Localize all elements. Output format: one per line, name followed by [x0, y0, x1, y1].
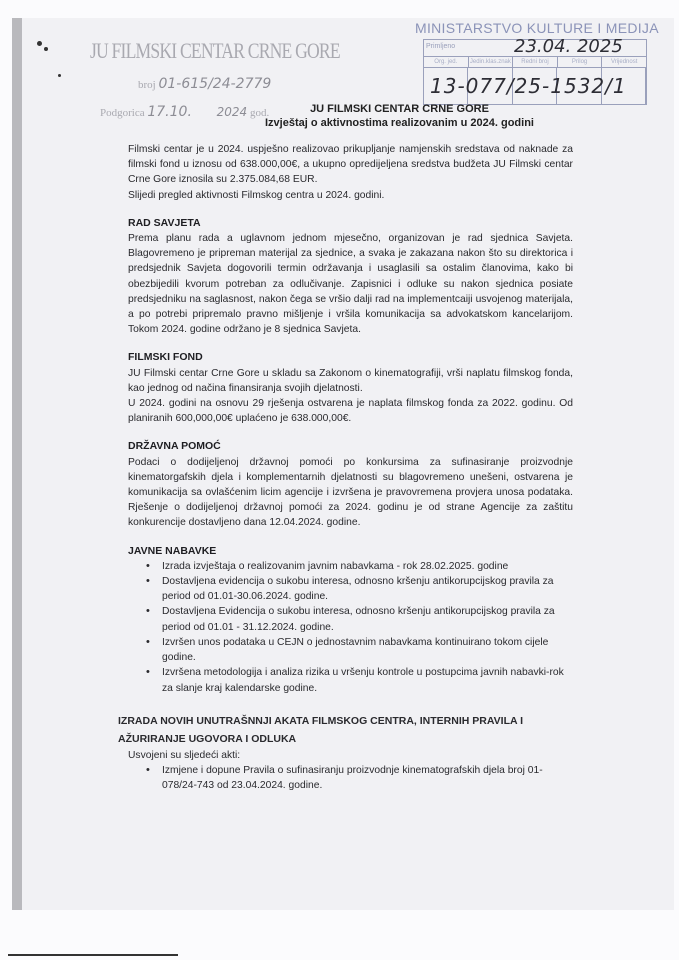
organization-stamp — [90, 38, 402, 120]
handwritten-reference: 01-615/24-2779 — [158, 76, 272, 92]
document-organization: JU FILMSKI CENTAR CRNE GORE — [310, 103, 489, 115]
handwritten-date: 17.10. — [147, 104, 192, 120]
section-heading-filmski-fond: FILMSKI FOND — [128, 351, 203, 364]
list-item: • Izvršen unos podataka u CEJN o jednostavnim nabavkama kontinuirano tokom cijele godine. — [154, 635, 573, 665]
list-item: • Dostavljena evidencija o sukobu interesa, odnosno kršenju antikorupcijskog pravila za period od 01.01-30.06.2024. godine. — [154, 574, 573, 604]
handwritten-year: 2024 — [216, 105, 248, 119]
scan-edge-line — [8, 954, 178, 956]
scan-speck — [44, 47, 48, 51]
bullet-list — [128, 559, 573, 696]
list-item: • Izrada izvještaja o realizovanim javnim nabavkama - rok 28.02.2025. godine — [154, 559, 573, 574]
stamp-reference-number: broj 01-615/24-2779 — [138, 76, 272, 92]
ministry-name: MINISTARSTVO KULTURE I MEDIJA — [415, 20, 659, 36]
scan-speck — [37, 41, 42, 46]
received-label: Primljeno — [426, 43, 456, 50]
stamp-grid — [423, 36, 647, 105]
section-heading-internal-acts-line2: AŽURIRANJE UGOVORA I ODLUKA — [118, 732, 297, 745]
section-intro: Usvojeni su sljedeći akti: — [128, 749, 241, 761]
section-heading-drzavna-pomoc: DRŽAVNA POMOĆ — [128, 440, 221, 453]
document-body — [118, 142, 573, 793]
section-heading-internal-acts-line1: IZRADA NOVIH UNUTRAŠNNJI AKATA FILMSKOG CENTRA, INTERNIH PRAVILA I — [118, 714, 524, 727]
stamp-column-headers: Org. jed. Jedin.klas.znak Redni broj Prilog Vrijednost — [424, 57, 646, 68]
ministry-receipt-stamp — [415, 20, 659, 98]
ministry-reference-number: 13-077/25-1532/1 — [430, 74, 627, 98]
section-heading-javne-nabavke: JAVNE NABAVKE — [128, 544, 217, 557]
intro-overview: Slijedi pregled aktivnosti Filmskog centra u 2024. godini. — [128, 189, 385, 201]
list-item: • Izmjene i dopune Pravila o sufinasiranju proizvodnje kinematografskih djela broj 01-078/24-743 od 23.04.2024. godine. — [154, 763, 573, 793]
document-title: Izvještaj o aktivnostima realizovanim u 2024. godini — [265, 117, 534, 129]
bullet-list — [128, 763, 573, 793]
scan-edge-band — [12, 18, 22, 910]
list-item: • Izvršena metodologija i analiza rizika u vršenju kontrole u postupcima javnih nabavki-rok za slanje kraj kalendarske godine. — [154, 665, 573, 695]
section-paragraph: Prema planu rada a uglavnom jednom mjesečno, organizovan je rad sjednica Savjeta. Blagovremeno je pripreman materijal za sjednice, a svaka je zakazana nakon što su direktorica i predsjednik Savjeta dogovorili termin održavanja i usaglasili sa ostalim članovima, kako bi obezbijedili kvorum potreban za odlučivanje. Zapisnici i odluke su nakon sjednica posiate predsjedniku na saglasnost, nakon čega se vršio dalji rad na implementcaiji usvojenog materijala, a po potrebi pripremalo pravno mišljenje i vršila komunikacija sa advokatskom kancelarijom. Tokom 2024. godine održano je 8 sjednica Savjeta. — [128, 233, 573, 336]
section-paragraph: Podaci o dodijeljenoj državnoj pomoći po konkursima za sufinasiranje proizvodnje kinematorgafskih djela i komplementarnih djelatnosti su blagovremeno unešeni, ostvarena je komunikacija sa ovlašćenim licim agencije i izvršena je pravovremena provjera unosa podataka. Rješenje o dodijeljenoj državnoj pomoći za 2024. godinu je od strane Agencije za zaštitu konkurencije dostavljeno dana 12.04.2024. godine. — [128, 456, 573, 529]
intro-paragraph: Filmski centar je u 2024. uspješno realizovao prikupljanje namjenskih sredstava od naknade za filmski fond u iznosu od 638.000,00€, a ukupno opredijeljena sredstva budžeta JU Filmski centar Crne Gore iznosila su 2.375.084,68 EUR. — [128, 144, 573, 186]
stamp-organization-name: JU FILMSKI CENTAR CRNE GORE — [90, 38, 340, 63]
received-date: 23.04. 2025 — [514, 36, 623, 57]
stamp-date: Podgorica 17.10. 2024 god. — [100, 104, 270, 120]
list-item: • Dostavljena Evidencija o sukobu interesa, odnosno kršenju antikorupcijskog pravila za period od 01.01 - 31.12.2024. godine. — [154, 604, 573, 634]
section-paragraph: U 2024. godini na osnovu 29 rješenja ostvarena je naplata filmskog fonda za 2022. godinu. Od planiranih 600,000,00€ uplaćeno je 638.000,00€. — [128, 398, 573, 425]
section-heading-rad-savjeta: RAD SAVJETA — [128, 216, 201, 229]
section-paragraph: JU Filmski centar Crne Gore u skladu sa Zakonom o kinematografiji, vrši naplatu filmskog fonda, kao jednog od načina finansiranja svojih djelatnosti. — [128, 367, 573, 394]
scan-speck — [58, 74, 61, 77]
